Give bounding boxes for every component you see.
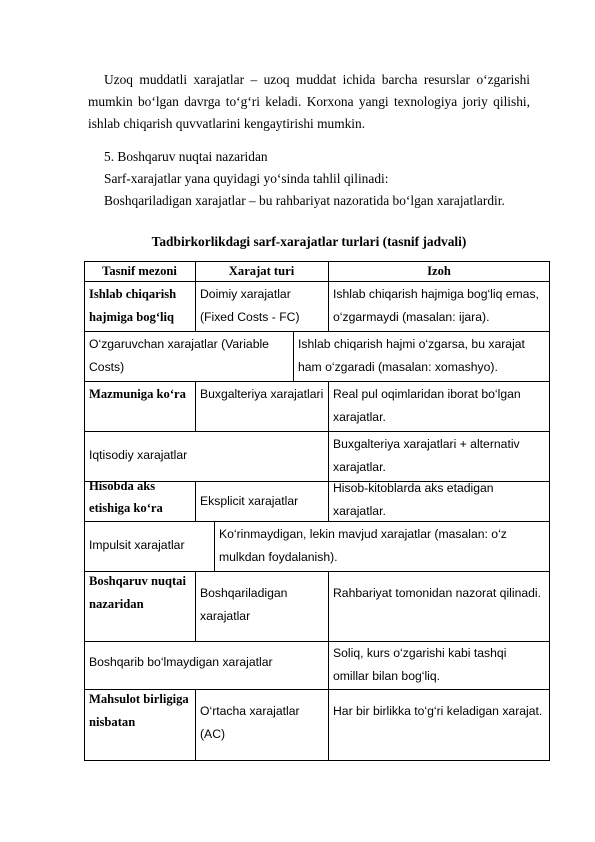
type-cell: Doimiy xarajatlar (Fixed Costs - FC) [200, 287, 300, 324]
note-cell: Buxgalteriya xarajatlari + alternativ xarajatlar. [333, 437, 520, 474]
note-cell: Har bir birlikka to‘g‘ri keladigan xarajat. [333, 704, 543, 718]
type-cell: Boshqarib bo‘lmaydigan xarajatlar [89, 655, 273, 669]
type-cell: Impulsit xarajatlar [89, 538, 185, 552]
criterion-cell: Mahsulot birligiga nisbatan [89, 692, 189, 729]
note-cell: Rahbariyat tomonidan nazorat qilinadi. [333, 586, 541, 600]
type-cell: Boshqariladigan xarajatlar [200, 586, 288, 623]
note-cell: Ishlab chiqarish hajmi o‘zgarsa, bu xarajat ham o‘zgaradi (masalan: xomashyo). [298, 337, 525, 374]
note-cell: Ko‘rinmaydigan, lekin mavjud xarajatlar (masalan: o‘z mulkdan foydalanish). [219, 527, 507, 564]
type-cell: Buxgalteriya xarajatlari [200, 387, 324, 401]
criterion-cell: Boshqaruv nuqtai nazaridan [89, 574, 186, 611]
criterion-cell: Mazmuniga ko‘ra [89, 387, 186, 401]
table-title: Tadbirkorlikdagi sarf-xarajatlar turlari (tasnif jadvali) [151, 234, 467, 249]
criterion-cell: Hisobda aks etishiga ko‘ra [89, 479, 163, 515]
note-cell: Real pul oqimlaridan iborat bo‘lgan xarajatlar. [333, 387, 521, 424]
classification-table [84, 261, 550, 761]
intro-line: Boshqariladigan xarajatlar – bu rahbariyat nazoratida bo‘lgan xarajatlardir. [104, 193, 505, 208]
note-cell: Hisob-kitoblarda aks etadigan xarajatlar. [333, 481, 494, 518]
type-cell: O‘zgaruvchan xarajatlar (Variable Costs) [89, 337, 269, 374]
section-heading: 5. Boshqaruv nuqtai nazaridan [104, 149, 268, 164]
type-cell: Iqtisodiy xarajatlar [89, 448, 188, 462]
type-cell: Eksplicit xarajatlar [200, 494, 299, 508]
intro-paragraph: Uzoq muddatli xarajatlar – uzoq muddat ichida barcha resurslar o‘zgarishi mumkin bo‘lgan davrga to‘g‘ri keladi. Korxona yangi texnologiya joriy qilishi, ishlab chiqarish quvvatlarini kengaytirishi mumkin. [88, 72, 530, 131]
type-cell: O‘rtacha xarajatlar (AC) [200, 704, 300, 741]
header-type: Xarajat turi [228, 264, 295, 278]
header-note: Izoh [427, 264, 451, 278]
intro-line: Sarf-xarajatlar yana quyidagi yo‘sinda tahlil qilinadi: [104, 171, 389, 186]
criterion-cell: Ishlab chiqarish hajmiga bog‘liq [89, 287, 177, 324]
note-cell: Soliq, kurs o‘zgarishi kabi tashqi omillar bilan bog‘liq. [333, 646, 507, 683]
header-criterion: Tasnif mezoni [102, 264, 177, 278]
note-cell: Ishlab chiqarish hajmiga bog‘liq emas, o‘zgarmaydi (masalan: ijara). [333, 287, 539, 324]
